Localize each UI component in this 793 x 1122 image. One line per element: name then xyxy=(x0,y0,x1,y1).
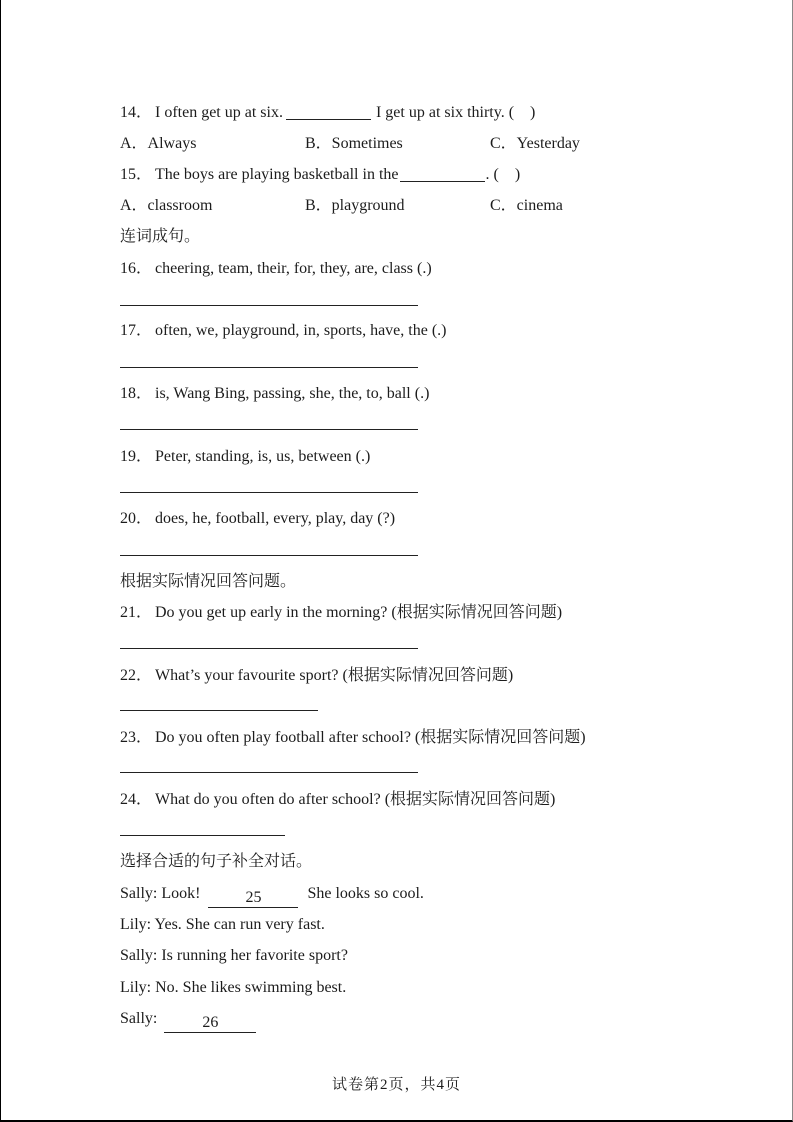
dialogue-line-5 xyxy=(120,1009,256,1033)
question-text: does, he, football, every, play, day (?) xyxy=(155,510,396,527)
dialogue-text: Sally: Is running her favorite sport? xyxy=(120,947,348,964)
inline-answer-blank-14 xyxy=(286,103,371,120)
inline-answer-blank-15 xyxy=(400,165,485,182)
question-text: is, Wang Bing, passing, she, the, to, ball (.) xyxy=(155,385,430,402)
dialogue-line-1 xyxy=(120,884,424,908)
question-number: 18． xyxy=(120,385,153,402)
question-20 xyxy=(120,509,395,528)
question-text-before: The boys are playing basketball in the xyxy=(155,166,399,183)
question-text: cheering, team, their, for, they, are, class (.) xyxy=(155,260,432,277)
question-22 xyxy=(120,666,513,685)
question-19 xyxy=(120,447,370,466)
question-number: 19． xyxy=(120,448,153,465)
question-number: 21． xyxy=(120,604,153,621)
answer-line-17 xyxy=(120,367,418,368)
answer-line-22 xyxy=(120,710,318,711)
options-row-15 xyxy=(120,196,563,215)
question-15 xyxy=(120,165,520,184)
question-number: 14． xyxy=(120,104,153,121)
question-text: What do you often do after school? (根据实际情况回答问题) xyxy=(155,791,556,808)
answer-line-16 xyxy=(120,305,418,306)
question-21 xyxy=(120,603,562,622)
answer-line-23 xyxy=(120,772,418,773)
question-text-after: . ( ) xyxy=(485,166,521,183)
dialogue-text: Lily: No. She likes swimming best. xyxy=(120,979,347,996)
question-text-before: I often get up at six. xyxy=(155,104,283,121)
option-b: B．Sometimes xyxy=(305,135,403,152)
question-text: often, we, playground, in, sports, have, the (.) xyxy=(155,322,447,339)
option-c: C．cinema xyxy=(490,197,563,214)
question-text: What’s your favourite sport? (根据实际情况回答问题) xyxy=(155,667,514,684)
dialogue-text: She looks so cool. xyxy=(307,885,424,902)
question-17 xyxy=(120,321,446,340)
question-24 xyxy=(120,790,555,809)
question-number: 15． xyxy=(120,166,153,183)
option-a: A．Always xyxy=(120,135,197,152)
section-title-rearrange: 连词成句。 xyxy=(120,228,201,245)
numbered-blank-26: 26 xyxy=(164,1013,256,1033)
answer-line-21 xyxy=(120,648,418,649)
answer-line-19 xyxy=(120,492,418,493)
answer-line-20 xyxy=(120,555,418,556)
question-number: 24． xyxy=(120,791,153,808)
question-text-after: I get up at six thirty. ( ) xyxy=(375,104,536,121)
question-14 xyxy=(120,103,535,122)
option-c: C．Yesterday xyxy=(490,135,580,152)
dialogue-line-3 xyxy=(120,946,348,965)
answer-line-18 xyxy=(120,429,418,430)
question-text: Peter, standing, is, us, between (.) xyxy=(155,448,371,465)
answer-line-24 xyxy=(120,835,285,836)
dialogue-line-4 xyxy=(120,978,346,997)
question-number: 22． xyxy=(120,667,153,684)
question-text: Do you often play football after school? (根据实际情况回答问题) xyxy=(155,729,586,746)
question-16 xyxy=(120,259,432,278)
option-a: A．classroom xyxy=(120,197,213,214)
options-row-14 xyxy=(120,134,580,153)
section-title-dialogue: 选择合适的句子补全对话。 xyxy=(120,853,313,870)
question-number: 20． xyxy=(120,510,153,527)
question-text: Do you get up early in the morning? (根据实际情况回答问题) xyxy=(155,604,563,621)
question-number: 23． xyxy=(120,729,153,746)
dialogue-text: Sally: Look! xyxy=(120,885,201,902)
page-footer: 试卷第2页，共4页 xyxy=(331,1077,461,1093)
dialogue-text: Lily: Yes. She can run very fast. xyxy=(120,916,325,933)
section-title-answer: 根据实际情况回答问题。 xyxy=(120,573,297,590)
dialogue-text: Sally: xyxy=(120,1010,158,1027)
dialogue-line-2 xyxy=(120,915,325,934)
question-18 xyxy=(120,384,429,403)
numbered-blank-25: 25 xyxy=(208,888,298,908)
question-number: 17． xyxy=(120,322,153,339)
option-b: B．playground xyxy=(305,197,405,214)
question-number: 16． xyxy=(120,260,153,277)
question-23 xyxy=(120,728,586,747)
